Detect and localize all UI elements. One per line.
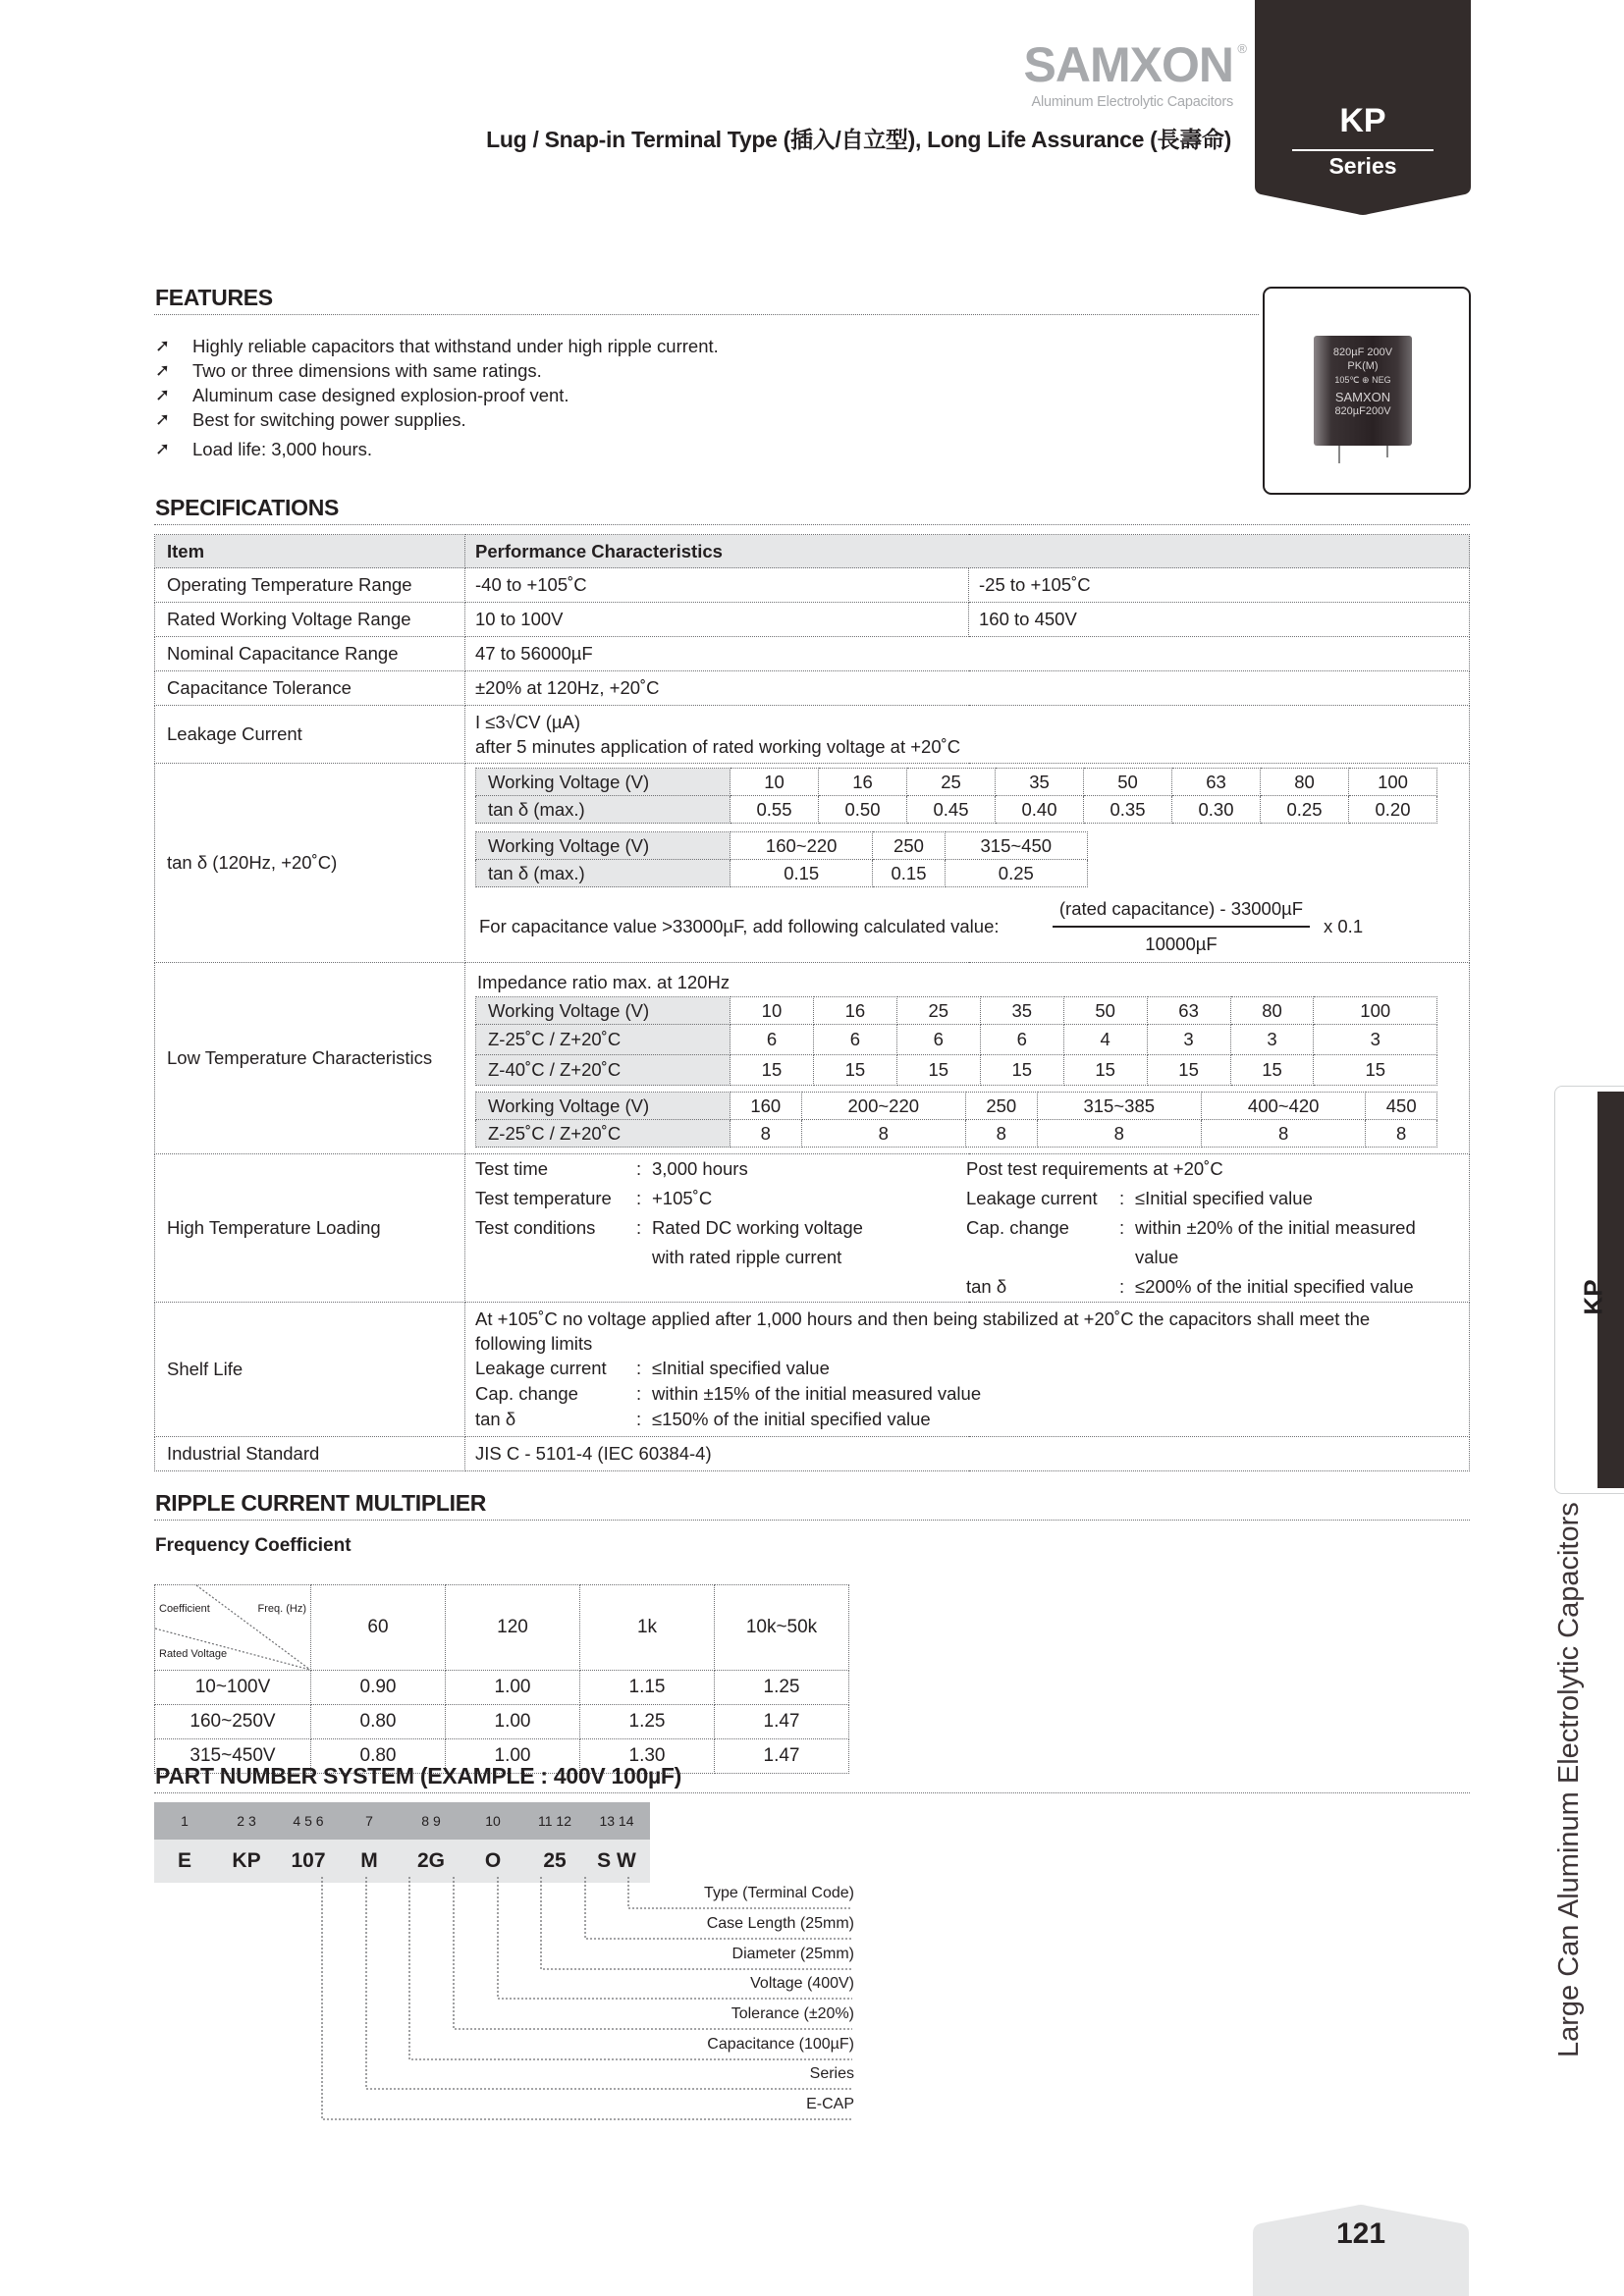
ripple-corner-header: Coefficient Freq. (Hz) Rated Voltage: [155, 1585, 311, 1671]
series-badge: [1255, 0, 1471, 216]
leader-lines-icon: [147, 1865, 854, 2140]
legend-label: Voltage (400V): [750, 1975, 854, 1992]
series-divider: [1292, 149, 1434, 151]
ripple-table: Coefficient Freq. (Hz) Rated Voltage 60 120 1k 10k~50k 10~100V 0.90 1.00 1.15 1.25 160~250V 0.80 1.00 1.25 1.47 315~450V 0.80 1.00 1.30 1.47: [154, 1584, 849, 1774]
leakage-formula: I ≤3√CV (µA): [475, 712, 581, 732]
test-conditions: Test time : 3,000 hours Test temperature : +105˚C Test conditions : Rated DC working voltage with rated ripple current: [475, 1158, 863, 1267]
table-row: Industrial Standard JIS C - 5101-4 (IEC 60384-4): [155, 1437, 1470, 1471]
part-number-title: PART NUMBER SYSTEM (EXAMPLE : 400V 100µF): [155, 1763, 682, 1789]
tan-delta-table-high: Working Voltage (V) 160~220 250 315~450 tan δ (max.) 0.15 0.15 0.25: [475, 831, 1088, 887]
brand-logo: [978, 37, 1247, 110]
specifications-divider: [154, 524, 1470, 525]
table-row: Shelf Life At +105˚C no voltage applied after 1,000 hours and then being stabilized at +20˚C the capacitors shall meet the following limits Leakage current : ≤Initial specified value Cap. change : within ±15% of the initial measured value tan δ : ≤150% of the initial specified value: [155, 1303, 1470, 1437]
features-divider: [154, 314, 1259, 315]
table-header-row: [155, 535, 1470, 568]
part-number-legend: [147, 1865, 854, 2140]
tan-delta-formula: For capacitance value >33000µF, add following calculated value: (rated capacitance) - 33000µF 10000µF x 0.1: [479, 898, 1364, 954]
north-east-arrow-icon: ➚: [155, 385, 171, 404]
legend-label: Series: [809, 2065, 854, 2082]
part-number-positions: 1 2 3 4 5 6 7 8 9 10 11 12 13 14: [154, 1802, 650, 1840]
north-east-arrow-icon: ➚: [155, 409, 171, 429]
feature-item: ➚ Aluminum case designed explosion-proof vent.: [155, 384, 569, 405]
part-number-codes: E KP 107 M 2G O 25 S W: [154, 1840, 650, 1883]
table-row: Leakage Current I ≤3√CV (µA) after 5 minutes application of rated working voltage at +20˚C: [155, 706, 1470, 764]
column-header-performance: Performance Characteristics: [465, 535, 1470, 568]
page-number: 121: [1335, 2217, 1386, 2250]
part-number-divider: [154, 1792, 1470, 1793]
legend-label: Case Length (25mm): [706, 1915, 854, 1932]
feature-item: ➚ Highly reliable capacitors that withstand under high ripple current.: [155, 335, 719, 356]
capacitor-body-icon: 820µF 200V PK(M) 105℃ ⊕ NEG SAMXON 820µF200V: [1314, 336, 1412, 446]
side-tab-label: KP: [1578, 1279, 1608, 1315]
brand-subtitle: Aluminum Electrolytic Capacitors: [1031, 94, 1233, 110]
north-east-arrow-icon: ➚: [155, 360, 171, 380]
series-label: Series: [1328, 153, 1397, 179]
series-code: KP: [1339, 102, 1386, 139]
legend-label: Diameter (25mm): [731, 1946, 854, 1962]
features-title: FEATURES: [155, 285, 273, 310]
side-tab: [1554, 1086, 1624, 1494]
north-east-arrow-icon: ➚: [155, 439, 171, 458]
page-number-badge: [1253, 2204, 1469, 2296]
legend-label: Tolerance (±20%): [731, 2005, 854, 2022]
registered-mark: ®: [1237, 41, 1247, 56]
tan-delta-table-low: Working Voltage (V) 10 16 25 35 50 63 80 100 tan δ (max.) 0.55 0.50 0.45 0.40 0.35 0.30 0.25 0.20: [475, 768, 1437, 824]
features-list: [155, 334, 719, 461]
ripple-title: RIPPLE CURRENT MULTIPLIER: [155, 1490, 487, 1516]
legend-label: E-CAP: [806, 2096, 854, 2112]
side-category-label: Large Can Aluminum Electrolytic Capacitors: [1553, 1502, 1585, 2057]
feature-item: ➚ Best for switching power supplies.: [155, 408, 466, 430]
ripple-subtitle: Frequency Coefficient: [155, 1535, 352, 1556]
table-row: High Temperature Loading Test time : 3,000 hours Test temperature : +105˚C Test conditions : Rated DC working voltage with rated ripple current Post test requirements at +20˚C Leakage current : ≤Initial specified value Cap. change : within ±20% of the initial measured value tan δ : ≤200% of the initial specified value: [155, 1154, 1470, 1303]
fraction-bar: [1053, 926, 1310, 928]
table-row: tan δ (120Hz, +20˚C) Working Voltage (V) 10 16 25 35 50 63 80 100 tan δ (max.) 0.55 0.50 0.45 0.40 0.35 0.30 0.25 0.20 Working Voltage (V) 160~220 250 315~450 tan δ (max.) 0.15 0.15 0.25 For capacitance value >33000µF, add following calculated value: (rated capacitance) - 33000µF 10000µF x 0.1: [155, 764, 1470, 963]
impedance-table-high: Working Voltage (V) 160 200~220 250 315~385 400~420 450 Z-25˚C / Z+20˚C 8 8 8 8 8 8: [475, 1092, 1437, 1148]
feature-item: ➚ Two or three dimensions with same ratings.: [155, 359, 542, 381]
table-row: 10~100V 0.90 1.00 1.15 1.25: [155, 1671, 849, 1705]
table-row: Capacitance Tolerance ±20% at 120Hz, +20˚C: [155, 671, 1470, 706]
table-row: Low Temperature Characteristics Impedance ratio max. at 120Hz Working Voltage (V) 10 16 25 35 50 63 80 100 Z-25˚C / Z+20˚C 6 6 6 6 4 3 3 3 Z-40˚C / Z+20˚C 15 15 15 15 15 15 15 15 Working Voltage (V) 160 200~220 250 315~385 400~420 450 Z-25˚C / Z+20˚C 8 8 8 8 8 8: [155, 963, 1470, 1154]
table-row: Nominal Capacitance Range 47 to 56000µF: [155, 637, 1470, 671]
north-east-arrow-icon: ➚: [155, 336, 171, 355]
product-photo: [1263, 287, 1471, 495]
terminal-pin-icon: [1386, 446, 1388, 457]
table-row: Rated Working Voltage Range 10 to 100V 160 to 450V: [155, 603, 1470, 637]
post-test-requirements: Post test requirements at +20˚C Leakage current : ≤Initial specified value Cap. change : within ±20% of the initial measured value tan δ : ≤200% of the initial specified value: [966, 1158, 1416, 1297]
legend-label: Capacitance (100µF): [707, 2036, 854, 2053]
brand-name: SAMXON: [1023, 37, 1233, 92]
ripple-divider: [154, 1520, 1470, 1521]
feature-item: ➚ Load life: 3,000 hours.: [155, 438, 373, 459]
specifications-title: SPECIFICATIONS: [155, 495, 340, 520]
shelf-life-limits: Leakage current : ≤Initial specified value Cap. change : within ±15% of the initial measured value tan δ : ≤150% of the initial specified value: [475, 1358, 982, 1429]
specifications-table: [154, 534, 1470, 1471]
legend-label: Type (Terminal Code): [704, 1885, 854, 1901]
table-row: 160~250V 0.80 1.00 1.25 1.47: [155, 1705, 849, 1739]
column-header-item: Item: [155, 535, 465, 568]
page-subtitle: Lug / Snap-in Terminal Type (插入/自立型), Long Life Assurance (長壽命): [486, 127, 1231, 152]
table-row: 315~450V 0.80 1.00 1.30 1.47: [155, 1739, 849, 1774]
table-row: Operating Temperature Range -40 to +105˚C -25 to +105˚C: [155, 568, 1470, 603]
impedance-table-low: Working Voltage (V) 10 16 25 35 50 63 80 100 Z-25˚C / Z+20˚C 6 6 6 6 4 3 3 3 Z-40˚C / Z+20˚C 15 15 15 15 15 15 15 15: [475, 996, 1437, 1086]
terminal-pin-icon: [1338, 446, 1340, 463]
